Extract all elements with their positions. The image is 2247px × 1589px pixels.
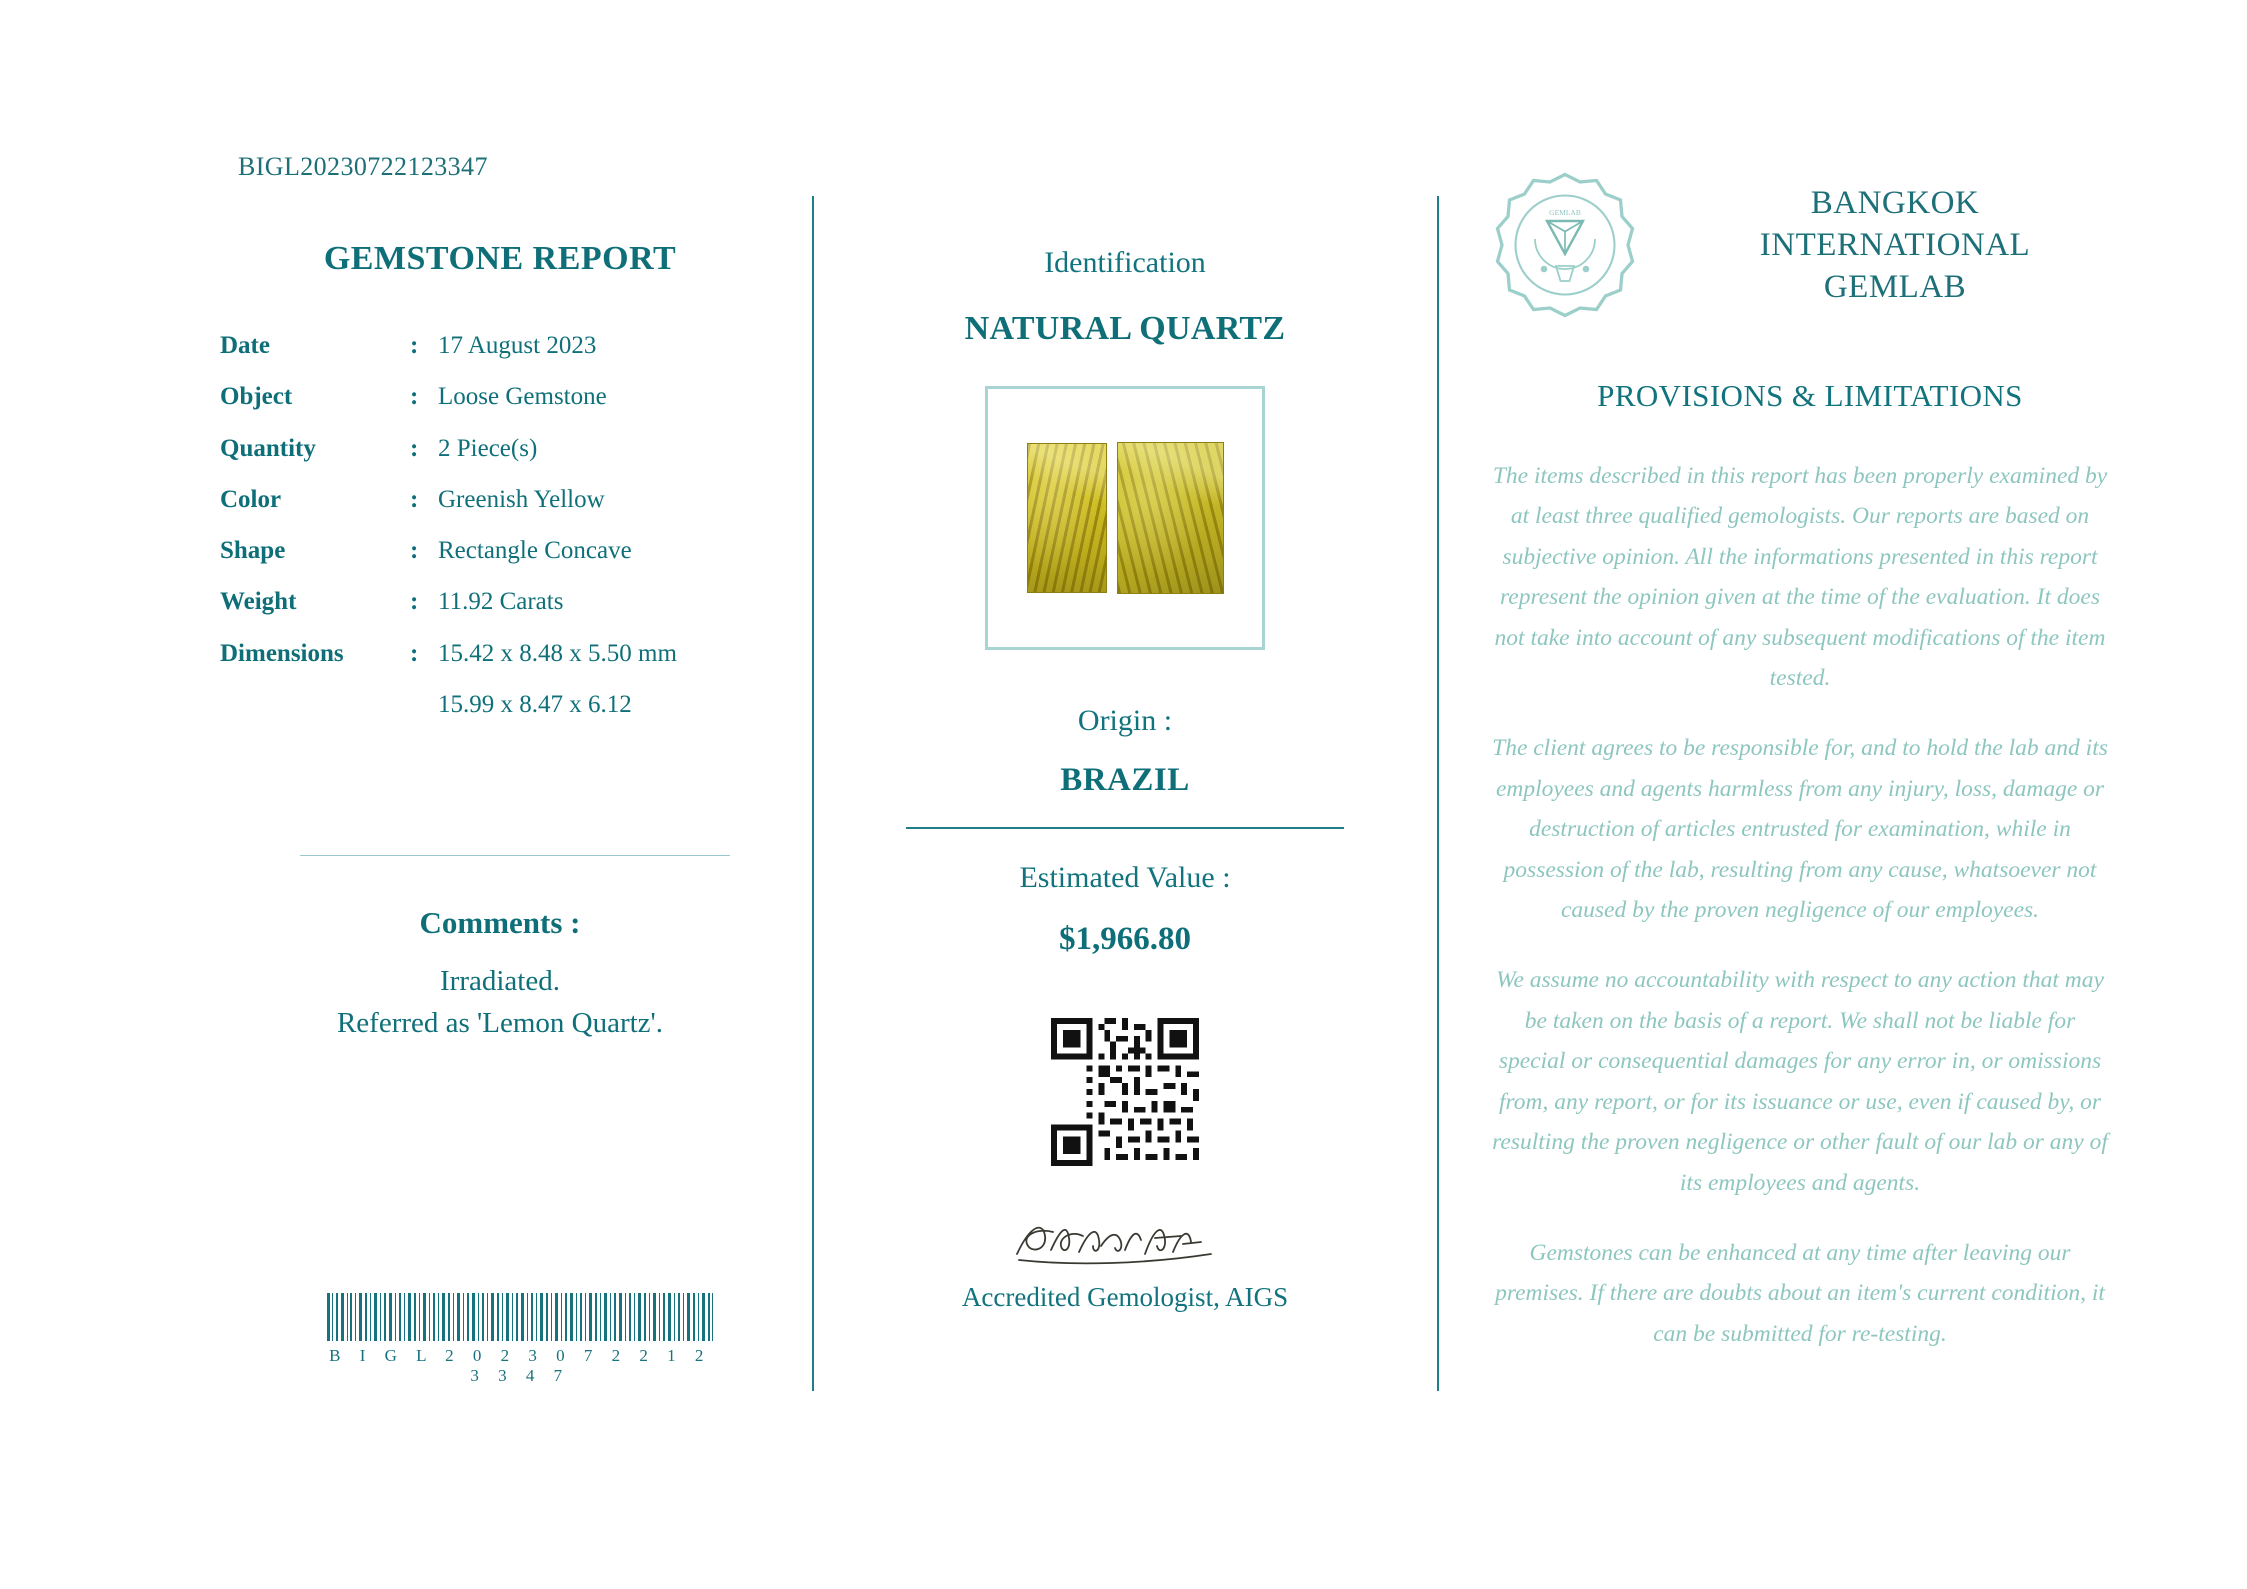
divider-left-section xyxy=(300,855,730,856)
middle-column xyxy=(880,246,1370,1312)
spec-value: 15.42 x 8.48 x 5.50 mm xyxy=(438,639,677,667)
spec-colon: : xyxy=(410,588,419,616)
table-row xyxy=(220,433,780,484)
spec-colon: : xyxy=(410,434,419,462)
provisions-paragraph: We assume no accountability with respect to any action that may be taken on the basis of a report. We shall not be liable for special or consequential damages for any error in, or omissions from, any report, or for its issuance or use, even if caused by, or resulting the proven negligence or other fault of our lab or any of its employees and agents. xyxy=(1492,967,2108,1196)
origin-value: BRAZIL xyxy=(1060,762,1190,798)
column-divider-right xyxy=(1437,196,1439,1391)
spec-colon: : xyxy=(410,639,419,667)
brand-line-3: GEMLAB xyxy=(1823,269,1967,306)
brand-header xyxy=(1490,170,2130,320)
comments-line-2: Referred as 'Lemon Quartz'. xyxy=(336,1007,664,1040)
comments-text xyxy=(200,960,800,1044)
right-column xyxy=(1490,170,2130,1384)
spec-label: Color xyxy=(220,485,282,513)
signer-title: Accredited Gemologist, AIGS xyxy=(961,1282,1289,1312)
spec-colon: : xyxy=(410,537,419,564)
brand-name xyxy=(1660,170,2130,309)
spec-label: Dimensions xyxy=(220,639,344,667)
spec-value-dimensions-2: 15.99 x 8.47 x 6.12 xyxy=(438,690,632,718)
provisions-paragraph: The client agrees to be responsible for, and to hold the lab and its employees and agents harmless from any injury, loss, damage or destruction of articles entrusted for examination, while in possession of the lab, resulting from any cause, whatsoever not caused by the proven negligence of our employees. xyxy=(1492,735,2108,924)
spec-label: Date xyxy=(220,332,270,359)
comments-label: Comments : xyxy=(419,905,581,940)
provisions-paragraph: The items described in this report has been properly examined by at least three qualified gemologists. Our reports are based on subjective opinion. All the informations presented in this report represent the opinion given at the time of the evaluation. It does not take into account of any subsequent modifications of the item tested. xyxy=(1492,463,2108,692)
estimated-value-amount: $1,966.80 xyxy=(1059,921,1191,957)
gemstone-image-2 xyxy=(1117,442,1224,594)
page-title: GEMSTONE REPORT xyxy=(323,240,677,277)
provisions-title: PROVISIONS & LIMITATIONS xyxy=(1597,378,2023,413)
brand-line-2: INTERNATIONAL xyxy=(1759,227,2031,264)
spec-value: Rectangle Concave xyxy=(438,537,632,564)
estimated-value-label: Estimated Value : xyxy=(1019,861,1231,894)
spec-value: 17 August 2023 xyxy=(438,332,597,359)
spec-label: Weight xyxy=(220,588,297,616)
table-row xyxy=(220,535,780,586)
svg-text:GEMLAB: GEMLAB xyxy=(1549,208,1581,217)
spec-value: Greenish Yellow xyxy=(438,485,605,513)
gemlab-logo-icon xyxy=(1490,170,1640,320)
spec-label: Object xyxy=(220,383,293,411)
comments-line-1: Irradiated. xyxy=(440,965,560,997)
signature-icon xyxy=(1005,1210,1245,1274)
spec-value: 11.92 Carats xyxy=(438,588,564,616)
spec-label: Quantity xyxy=(220,434,316,462)
qr-code-block[interactable] xyxy=(880,1018,1370,1166)
report-number: BIGL20230722123347 xyxy=(238,152,488,181)
column-divider-left xyxy=(812,196,814,1391)
table-row-dimensions-second xyxy=(220,689,780,740)
table-row xyxy=(220,586,780,637)
spec-colon: : xyxy=(410,485,419,513)
barcode-image xyxy=(325,1293,715,1341)
spec-value: Loose Gemstone xyxy=(438,383,607,411)
specs-table xyxy=(220,330,780,740)
gem-photo-frame xyxy=(985,386,1265,650)
brand-line-1: BANGKOK xyxy=(1810,185,1980,221)
signature-block xyxy=(880,1210,1370,1312)
spec-colon: : xyxy=(410,332,419,359)
table-row xyxy=(220,381,780,432)
identification-value: NATURAL QUARTZ xyxy=(964,310,1286,347)
provisions-paragraph: Gemstones can be enhanced at any time after leaving our premises. If there are doubts about an item's current condition, it can be submitted for re-testing. xyxy=(1495,1239,2105,1347)
spec-colon: : xyxy=(410,383,419,411)
barcode-text: B I G L 2 0 2 3 0 7 2 2 1 2 3 3 4 7 xyxy=(329,1346,711,1385)
barcode-block xyxy=(325,1293,715,1386)
table-row xyxy=(220,638,780,689)
spec-value: 2 Piece(s) xyxy=(438,434,538,462)
table-row xyxy=(220,484,780,535)
divider-middle-section xyxy=(906,827,1344,829)
left-column xyxy=(220,240,780,740)
provisions-body xyxy=(1490,456,2110,1354)
spec-label: Shape xyxy=(220,537,286,564)
gemstone-image-1 xyxy=(1027,443,1107,593)
origin-label: Origin : xyxy=(1077,704,1173,737)
table-row xyxy=(220,330,780,381)
qr-code-icon[interactable] xyxy=(1051,1018,1199,1166)
identification-label: Identification xyxy=(1044,246,1206,279)
